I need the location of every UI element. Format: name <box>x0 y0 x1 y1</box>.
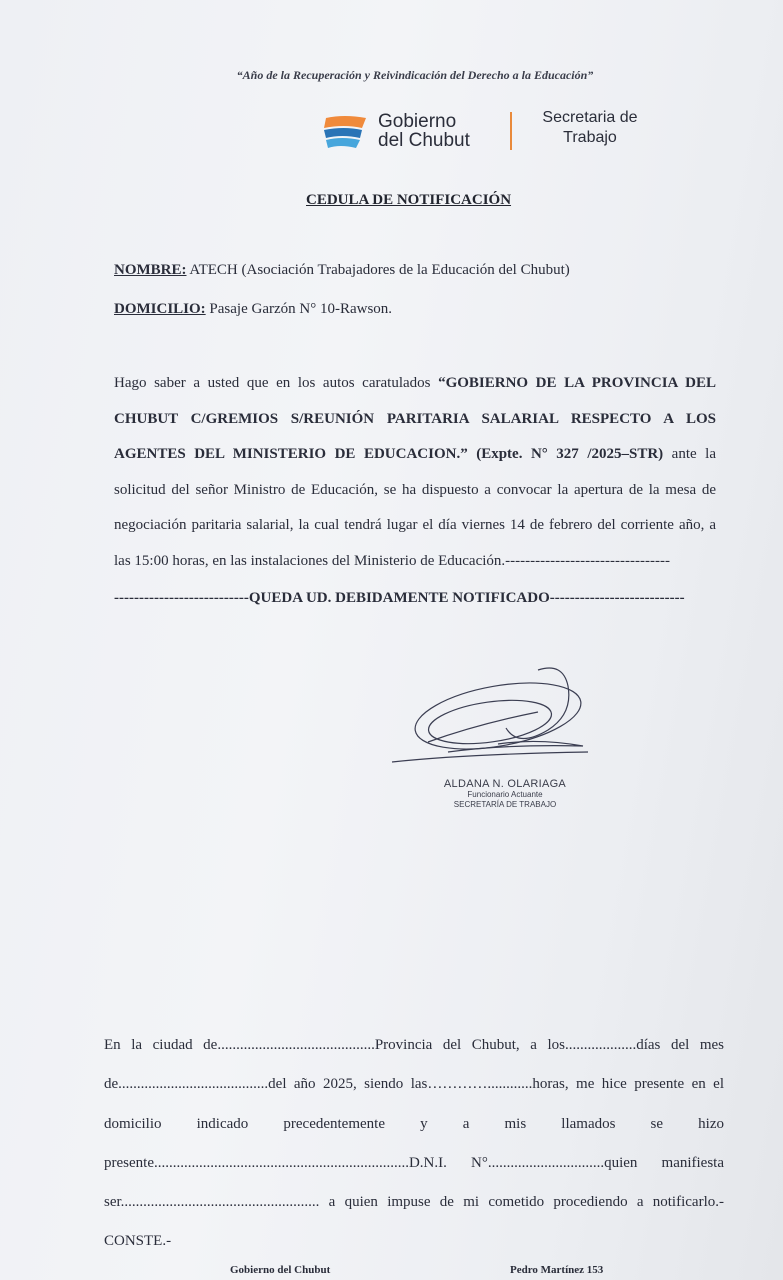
signer-name: ALDANA N. OLARIAGA <box>443 778 567 790</box>
notified-line: ---------------------------QUEDA UD. DEBIDAMENTE NOTIFICADO--------------------------- <box>114 590 685 606</box>
notification-body <box>114 366 716 579</box>
footer-right: Pedro Martínez 153 <box>510 1264 604 1276</box>
document-title: CEDULA DE NOTIFICACIÓN <box>306 192 512 208</box>
secretaria-label <box>530 108 650 148</box>
domicilio-field <box>114 301 392 318</box>
body-rest: ante la solicitud del señor Ministro de Educación, se ha dispuesto a convocar la apertura de la mesa de negociación paritaria salarial, la cual tendrá lugar el día viernes 14 de febrero del corriente año, a las 15:00 horas, en las instalaciones del Ministerio de Educación.--------------------------------- <box>114 446 717 569</box>
nombre-field <box>114 262 570 279</box>
notification-form: En la ciudad de..........................................Provincia del Chubut, a los...................días del mes de........................................del año 2025, siendo las…………............horas, me hice presente en el domicilio indicado precedentemente y a mis llamados se hizo presente....................................................................D.N.I. N°...............................quien manifiesta ser..................................................... a quien impuse de mi cometido procediendo a notificarlo.- CONSTE.- <box>104 1037 724 1250</box>
signer-role: Funcionario Actuante <box>467 790 543 799</box>
domicilio-value: Pasaje Garzón N° 10-Rawson. <box>205 301 393 317</box>
handwritten-signature <box>388 664 628 784</box>
year-motto: “Año de la Recuperación y Reivindicación del Derecho a la Educación” <box>236 68 594 82</box>
signer-office: SECRETARÍA DE TRABAJO <box>453 800 557 809</box>
nombre-label: NOMBRE: <box>114 262 187 278</box>
logo-divider <box>510 112 512 150</box>
logo-line-2: del Chubut <box>378 130 470 151</box>
logo-text <box>378 112 470 150</box>
footer-left: Gobierno del Chubut <box>230 1264 331 1276</box>
case-title: “GOBIERNO DE LA PROVINCIA DEL CHUBUT C/GREMIOS S/REUNIÓN PARITARIA SALARIAL RESPECTO A LOS AGENTES DEL MINISTERIO DE EDUCACION.” (Expte. N° 327 /2025–STR) <box>114 375 716 462</box>
signature-stamp <box>420 778 590 810</box>
domicilio-label: DOMICILIO: <box>114 301 206 317</box>
government-logo <box>320 108 660 154</box>
body-intro: Hago saber a usted que en los autos caratulados <box>114 375 439 391</box>
logo-line-1: Gobierno <box>378 111 457 132</box>
secretaria-line-1: Secretaria de <box>542 109 638 126</box>
nombre-value: ATECH (Asociación Trabajadores de la Educación del Chubut) <box>186 262 570 278</box>
secretaria-line-2: Trabajo <box>563 129 617 146</box>
chubut-flag-icon <box>322 114 368 150</box>
